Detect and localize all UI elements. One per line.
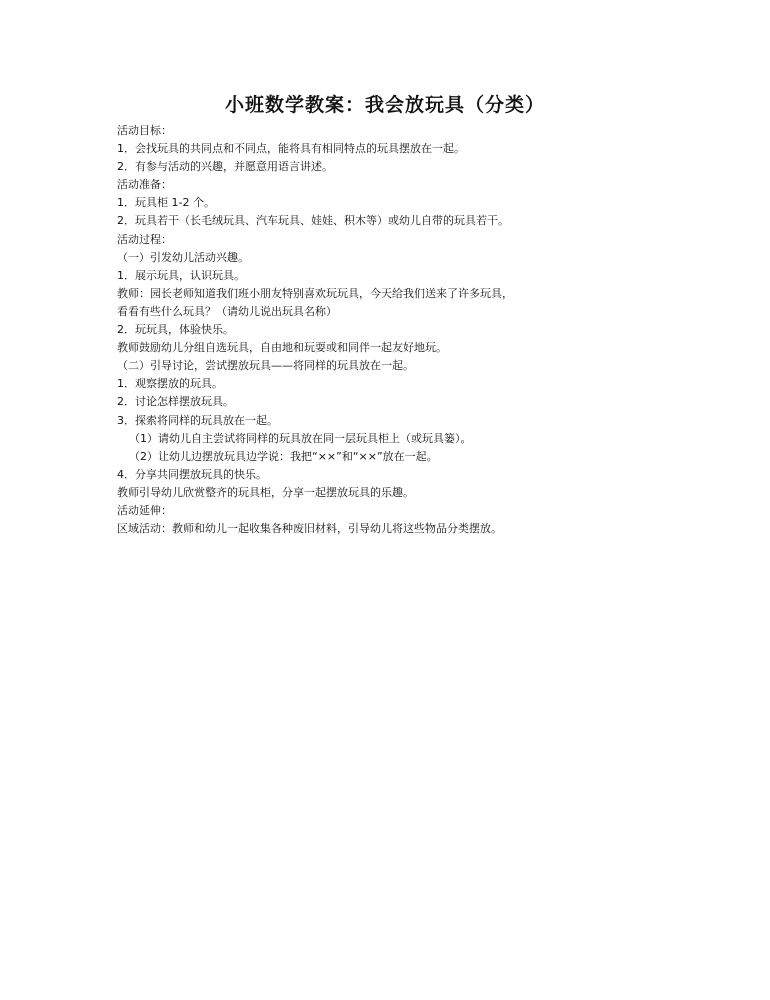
process-item: 4．分享共同摆放玩具的快乐。 [117, 467, 267, 481]
process-paragraph: 教师引导幼儿欣赏整齐的玩具柜，分享一起摆放玩具的乐趣。 [117, 485, 414, 499]
document-title: 小班数学教案：我会放玩具（分类） [224, 94, 545, 116]
process-step-heading: （一）引发幼儿活动兴趣。 [117, 250, 249, 264]
extension-paragraph: 区域活动：教师和幼儿一起收集各种废旧材料，引导幼儿将这些物品分类摆放。 [117, 522, 502, 536]
process-item: 1．展示玩具，认识玩具。 [117, 268, 245, 282]
goal-item: 2．有参与活动的兴趣，并愿意用语言讲述。 [117, 160, 333, 174]
section-heading-goals: 活动目标： [117, 124, 172, 137]
preparation-item: 2．玩具若干（长毛绒玩具、汽车玩具、娃娃、积木等）或幼儿自带的玩具若干。 [117, 214, 509, 228]
process-subitem: （2）让幼儿边摆放玩具边学说：我把“××”和“××”放在一起。 [129, 449, 438, 463]
process-item: 2．讨论怎样摆放玩具。 [117, 395, 234, 409]
process-paragraph: 教师：园长老师知道我们班小朋友特别喜欢玩玩具，今天给我们送来了许多玩具， [117, 286, 513, 300]
section-heading-preparation: 活动准备： [117, 178, 172, 192]
section-heading-process: 活动过程： [117, 232, 172, 246]
goal-item: 1．会找玩具的共同点和不同点，能将具有相同特点的玩具摆放在一起。 [117, 142, 465, 156]
process-item: 3．探索将同样的玩具放在一起。 [117, 413, 278, 427]
process-paragraph: 教师鼓励幼儿分组自选玩具，自由地和玩耍或和同伴一起友好地玩。 [117, 341, 447, 355]
process-paragraph: 看看有些什么玩具？（请幼儿说出玩具名称） [117, 304, 337, 318]
process-item: 2．玩玩具，体验快乐。 [117, 323, 234, 337]
section-heading-extension: 活动延伸： [117, 503, 172, 517]
preparation-item: 1．玩具柜 1-2 个。 [117, 196, 215, 210]
process-subitem: （1）请幼儿自主尝试将同样的玩具放在同一层玩具柜上（或玩具篓）。 [129, 431, 472, 445]
document-body [117, 122, 677, 538]
process-item: 1．观察摆放的玩具。 [117, 377, 223, 391]
process-step-heading: （二）引导讨论，尝试摆放玩具——将同样的玩具放在一起。 [117, 359, 414, 373]
